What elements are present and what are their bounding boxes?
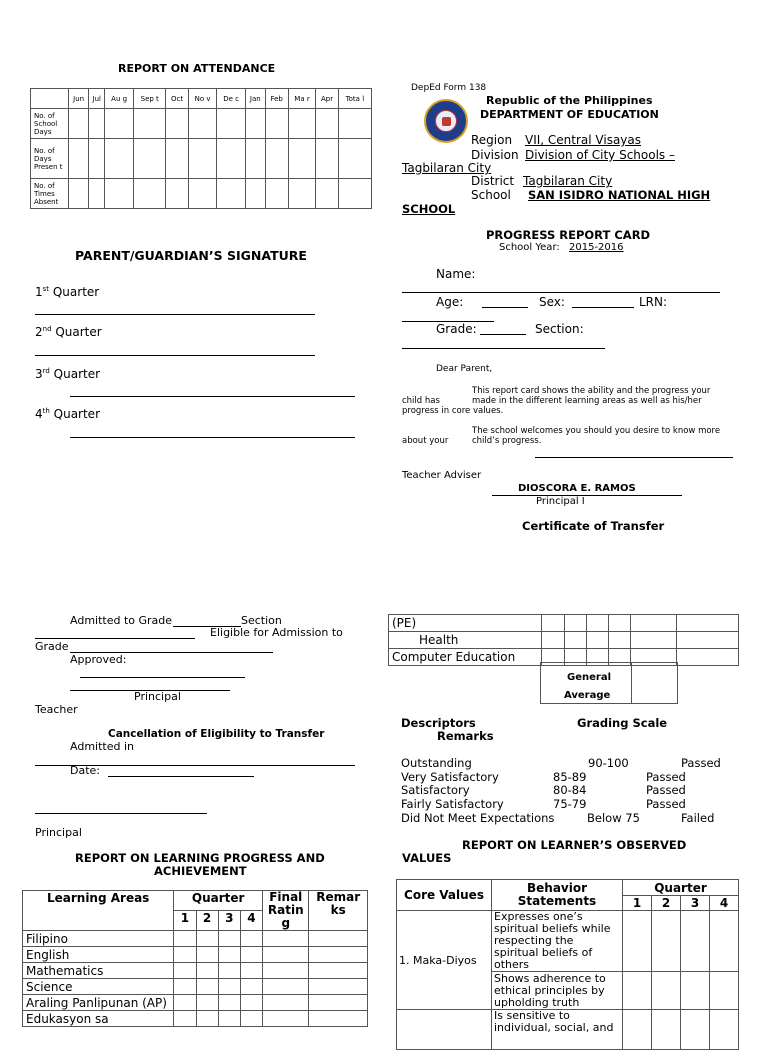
transfer-teacher-label: Teacher [35, 703, 78, 716]
para1-b: child has [402, 396, 440, 406]
school-value-2: SCHOOL [402, 202, 456, 216]
q1-signature-line[interactable] [35, 314, 315, 315]
eligible-grade-label: Grade [35, 640, 69, 653]
grade-label: Grade: [436, 322, 477, 336]
q3-sup: rd [42, 367, 50, 375]
signature-title: PARENT/GUARDIAN’S SIGNATURE [75, 248, 307, 263]
age-label: Age: [436, 295, 464, 309]
age-field[interactable] [482, 307, 528, 308]
section-label: Section: [535, 322, 584, 336]
core-value-1: 1. Maka-Diyos [397, 911, 492, 1010]
grade-field[interactable] [480, 334, 526, 335]
teacher-signature-line[interactable] [535, 457, 733, 458]
division-value: Division of City Schools – [525, 148, 675, 162]
month-header: No v [188, 89, 217, 109]
para2-b: about your [402, 436, 449, 446]
quarter-3-header: 3 [218, 911, 240, 931]
values-quarter-1: 1 [623, 896, 652, 911]
month-header: Tota l [338, 89, 371, 109]
month-header: Sep t [133, 89, 166, 109]
admitted-grade-label: Admitted to Grade [70, 614, 173, 627]
republic-label: Republic of the Philippines [486, 94, 653, 107]
district-value: Tagbilaran City [523, 174, 613, 188]
general-label: General [567, 672, 611, 683]
values-quarter-4: 4 [710, 896, 739, 911]
scale-range: 80-84 [553, 783, 587, 797]
card-title: PROGRESS REPORT CARD [486, 228, 651, 242]
scale-remark: Passed [646, 797, 686, 811]
scale-remark: Passed [646, 783, 686, 797]
learning-area: Science [23, 979, 174, 995]
approved-signature-line[interactable] [80, 677, 245, 678]
approved-label: Approved: [70, 653, 127, 666]
q2-signature-line[interactable] [35, 355, 315, 356]
table-cell [31, 89, 69, 109]
attendance-title: REPORT ON ATTENDANCE [118, 62, 276, 75]
behavior-statement: Is sensitive to individual, social, and [492, 1010, 623, 1050]
general-average-box [540, 662, 678, 704]
para1-d: progress in core values. [402, 406, 504, 416]
col-core-values: Core Values [397, 880, 492, 911]
q4-sup: th [42, 407, 50, 415]
q3-text: Quarter [49, 367, 101, 381]
q3-num: 3 [35, 367, 43, 381]
row-label: No. of Days Presen t [31, 139, 69, 179]
form-number: DepEd Form 138 [411, 83, 487, 93]
subject-row: (PE) [389, 615, 542, 632]
values-quarter-2: 2 [652, 896, 681, 911]
school-value: SAN ISIDRO NATIONAL HIGH [528, 188, 711, 202]
q4-num: 4 [35, 407, 43, 421]
descriptors-header: Descriptors [401, 716, 476, 730]
para2-c: child’s progress. [472, 436, 542, 446]
cancellation-title: Cancellation of Eligibility to Transfer [108, 728, 325, 740]
month-header: Jul [89, 89, 105, 109]
q1-text: Quarter [49, 285, 100, 299]
col-behavior-statements: Behavior Statements [492, 880, 623, 911]
quarter-2-header: 2 [196, 911, 218, 931]
quarter-4-header: 4 [240, 911, 262, 931]
principal-signature-line [492, 495, 682, 496]
scale-descriptor: Very Satisfactory [401, 770, 499, 784]
subject-row: Computer Education [389, 649, 542, 666]
admitted-in-label: Admitted in [70, 740, 134, 753]
attendance-table [30, 88, 372, 209]
row-label: No. of School Days [31, 109, 69, 139]
para2-a: The school welcomes you should you desire to know more [472, 426, 721, 436]
q4-text: Quarter [49, 407, 101, 421]
month-header: Oct [166, 89, 188, 109]
q4-signature-line[interactable] [70, 437, 355, 438]
remarks-header: Remarks [437, 729, 494, 743]
scale-remark: Failed [681, 811, 715, 825]
learning-area: English [23, 947, 174, 963]
cancel-principal-line[interactable] [35, 813, 207, 814]
scale-range: 85-89 [553, 770, 587, 784]
transfer-principal-label: Principal [134, 690, 181, 703]
values-title-1: REPORT ON LEARNER’S OBSERVED [462, 838, 687, 852]
transfer-section-label: Section [241, 614, 282, 627]
school-year-label: School Year: [499, 242, 560, 253]
scale-remark: Passed [646, 770, 686, 784]
q2-num: 2 [35, 325, 43, 339]
col-learning-areas: Learning Areas [23, 891, 174, 931]
region-value: VII, Central Visayas [525, 133, 642, 147]
para1-a: This report card shows the ability and the progress your [472, 386, 711, 396]
deped-seal-icon [424, 99, 468, 143]
name-label: Name: [436, 267, 476, 281]
learning-area: Mathematics [23, 963, 174, 979]
month-header: Jun [69, 89, 89, 109]
month-header: Jan [245, 89, 265, 109]
division-label: Division [471, 148, 519, 162]
learning-area: Filipino [23, 931, 174, 947]
q1-num: 1 [35, 285, 43, 299]
quarter-4-label [35, 407, 100, 421]
subject-row: Health [389, 632, 542, 649]
school-year-value: 2015-2016 [569, 242, 624, 253]
month-header: Feb [265, 89, 288, 109]
sex-label: Sex: [539, 295, 565, 309]
teacher-adviser-label: Teacher Adviser [402, 470, 482, 481]
department-label: DEPARTMENT OF EDUCATION [480, 108, 659, 121]
name-field[interactable] [402, 292, 720, 293]
quarter-3-label [35, 367, 100, 381]
scale-descriptor: Fairly Satisfactory [401, 797, 504, 811]
core-values-table [396, 879, 739, 1050]
date-label: Date: [70, 764, 100, 777]
para1-c: made in the different learning areas as well as his/her [472, 396, 702, 406]
learning-title-2: ACHIEVEMENT [154, 864, 247, 878]
col-final-rating: Final Ratin g [263, 891, 309, 931]
col-remarks: Remar ks [309, 891, 368, 931]
grading-scale-header: Grading Scale [577, 716, 668, 730]
principal-name: DIOSCORA E. RAMOS [518, 483, 636, 494]
scale-range: 90-100 [588, 756, 629, 770]
scale-range: 75-79 [553, 797, 587, 811]
col-quarter: Quarter [174, 891, 263, 911]
section-field[interactable] [402, 348, 605, 349]
transfer-section-field[interactable] [35, 638, 195, 639]
q2-text: Quarter [51, 325, 102, 339]
month-header: De c [217, 89, 245, 109]
q3-signature-line[interactable] [70, 396, 355, 397]
q1-sup: st [42, 285, 50, 293]
sex-field[interactable] [572, 307, 634, 308]
learning-title-1: REPORT ON LEARNING PROGRESS AND [75, 851, 325, 865]
scale-range: Below 75 [587, 811, 640, 825]
values-title-2: VALUES [402, 851, 452, 865]
average-label: Average [564, 690, 611, 701]
col-values-quarter: Quarter [623, 880, 739, 896]
quarter-1-header: 1 [174, 911, 196, 931]
scale-descriptor: Satisfactory [401, 783, 470, 797]
ratings-table [388, 614, 739, 666]
certificate-transfer-title: Certificate of Transfer [522, 519, 665, 533]
district-label: District [471, 174, 515, 188]
learning-area: Araling Panlipunan (AP) [23, 995, 174, 1011]
cancel-principal-label: Principal [35, 826, 82, 839]
division-value-2: Tagbilaran City [402, 161, 492, 175]
quarter-1-label [35, 285, 99, 299]
principal-title: Principal I [536, 496, 585, 507]
scale-descriptor: Did Not Meet Expectations [401, 811, 555, 825]
learning-area: Edukasyon sa [23, 1011, 174, 1027]
scale-descriptor: Outstanding [401, 756, 472, 770]
q2-sup: nd [42, 325, 52, 333]
behavior-statement: Expresses one’s spiritual beliefs while respecting the spiritual beliefs of others [492, 911, 623, 972]
values-quarter-3: 3 [681, 896, 710, 911]
month-header: Apr [316, 89, 338, 109]
quarter-2-label [35, 325, 102, 339]
eligible-label: Eligible for Admission to [210, 626, 343, 639]
month-header: Ma r [288, 89, 316, 109]
row-label: No. of Times Absent [31, 179, 69, 209]
behavior-statement: Shows adherence to ethical principles by upholding truth [492, 972, 623, 1010]
scale-remark: Passed [681, 756, 721, 770]
school-label: School [471, 188, 511, 202]
dear-parent: Dear Parent, [436, 364, 493, 374]
month-header: Au g [105, 89, 134, 109]
date-field[interactable] [108, 776, 254, 777]
learning-areas-table [22, 890, 368, 1027]
region-label: Region [471, 133, 513, 147]
lrn-label: LRN: [639, 295, 668, 309]
